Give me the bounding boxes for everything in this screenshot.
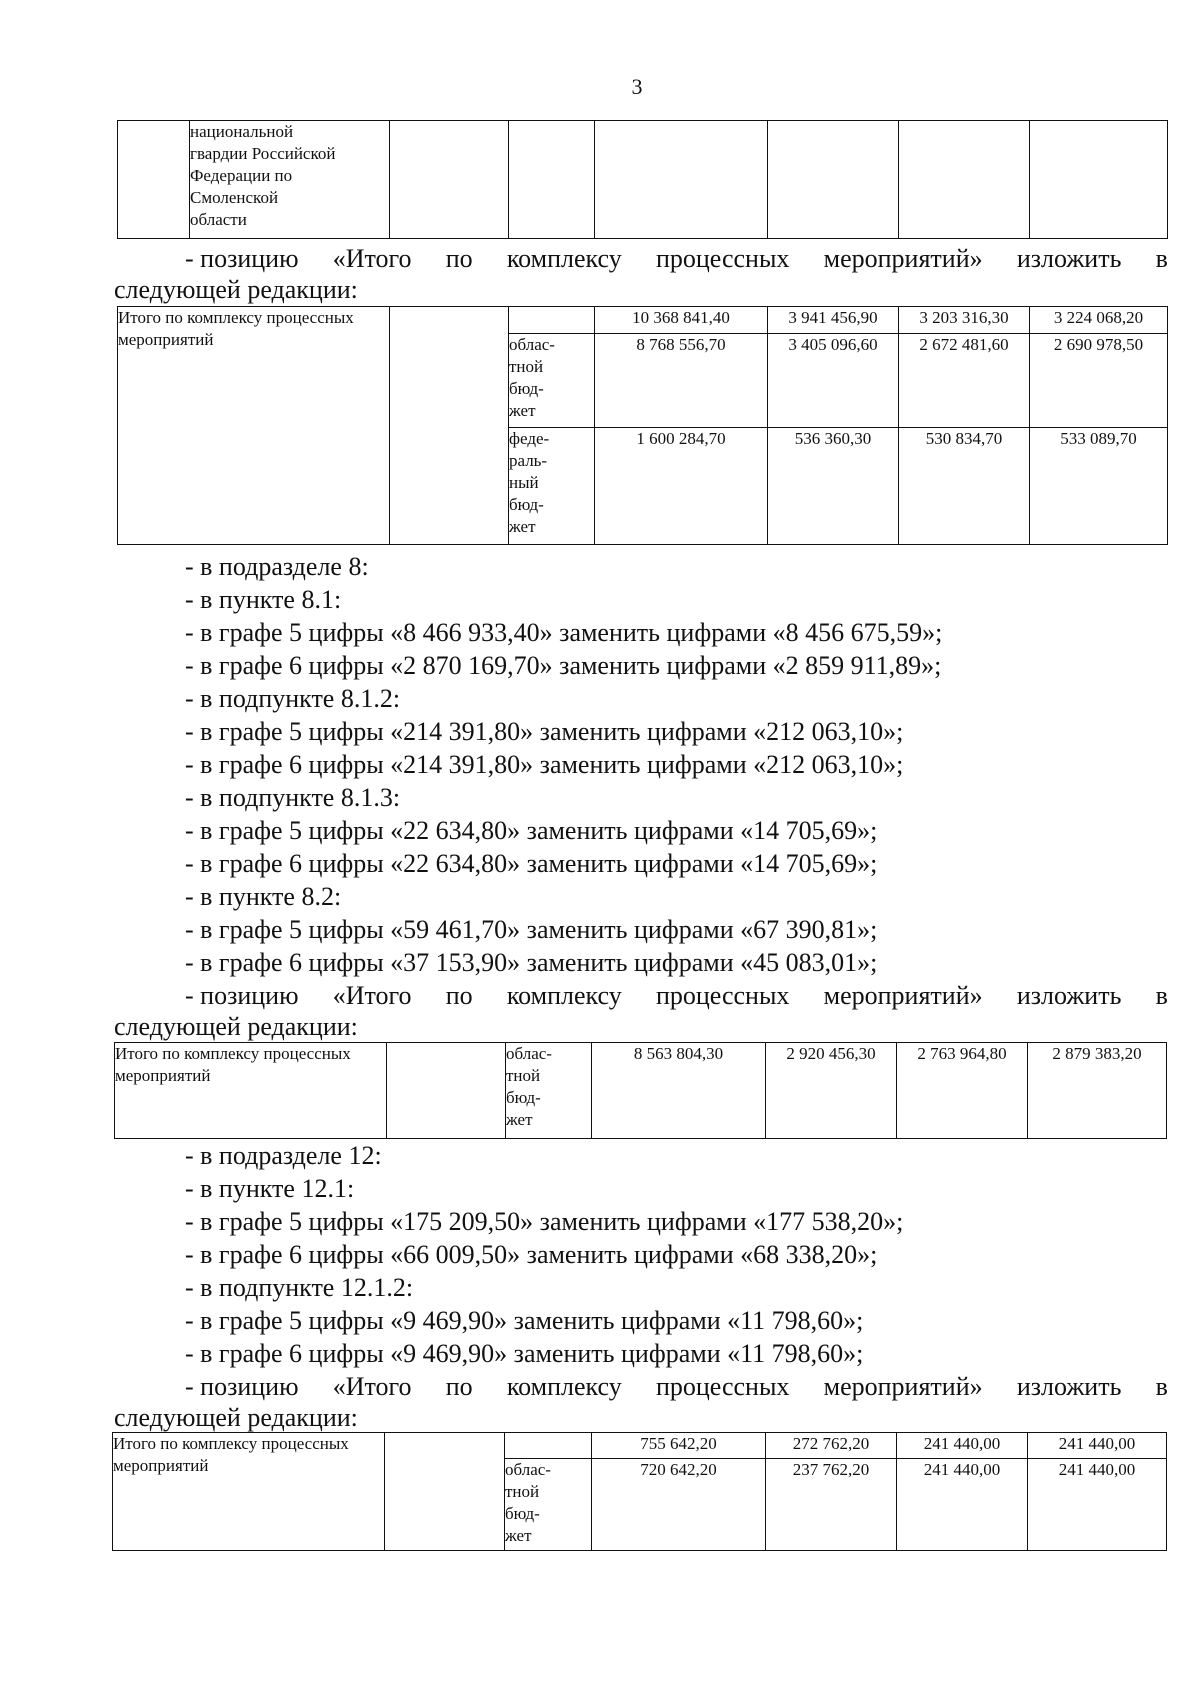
word: процессных [655, 244, 790, 273]
source-cell [509, 307, 595, 334]
source-cell [505, 1459, 592, 1551]
table-cell [390, 121, 509, 239]
source-cell [509, 334, 595, 428]
source-line: жет [509, 517, 536, 536]
executor-line: Федерации по [190, 166, 293, 185]
total-label: Итого по комплексу процессных мероприятий [118, 307, 390, 545]
value-cell: 8 563 804,30 [592, 1043, 766, 1139]
value-cell: 8 768 556,70 [595, 334, 768, 428]
value-cell: 272 762,20 [766, 1433, 897, 1459]
text-line: - в подпункте 12.1.2: [185, 1273, 414, 1302]
word: по [445, 1372, 473, 1401]
table-cell [595, 121, 768, 239]
word: процессных [655, 1372, 790, 1401]
total-table-3 [112, 1432, 1167, 1551]
source-line: бюд- [506, 1088, 541, 1107]
word: в [1155, 1372, 1168, 1401]
word: в [1155, 981, 1168, 1010]
value-cell: 720 642,20 [592, 1459, 766, 1551]
word: комплексу [506, 244, 622, 273]
text-line: - в графе 6 цифры «22 634,80» заменить цифрами «14 705,69»; [185, 849, 878, 878]
word: процессных [655, 981, 790, 1010]
source-line: бюд- [509, 379, 544, 398]
word: - позицию [185, 981, 299, 1010]
executor-line: Смоленской [190, 188, 279, 207]
text-line: - в пункте 12.1: [185, 1174, 355, 1203]
total-label: Итого по комплексу процессных мероприятий [113, 1433, 385, 1551]
word: мероприятий» [823, 244, 983, 273]
source-line: бюд- [505, 1504, 540, 1523]
executor-cell [190, 121, 390, 239]
source-cell [506, 1043, 592, 1139]
page-number: 3 [631, 74, 643, 99]
source-line: феде- [509, 429, 550, 448]
source-line: жет [505, 1526, 532, 1545]
value-cell: 3 941 456,90 [768, 307, 899, 334]
text-line: - в графе 5 цифры «22 634,80» заменить цифрами «14 705,69»; [185, 816, 878, 845]
value-cell: 536 360,30 [768, 428, 899, 545]
text-line: - в графе 6 цифры «9 469,90» заменить цифрами «11 798,60»; [185, 1339, 864, 1368]
table-cell [390, 307, 509, 545]
value-cell: 10 368 841,40 [595, 307, 768, 334]
value-cell: 755 642,20 [592, 1433, 766, 1459]
value-cell: 237 762,20 [766, 1459, 897, 1551]
paragraph-position-intro [185, 980, 1168, 1012]
text-line: - в графе 5 цифры «214 391,80» заменить цифрами «212 063,10»; [185, 717, 904, 746]
text-line: - в подпункте 8.1.3: [185, 783, 401, 812]
source-line: жет [509, 401, 536, 420]
value-cell: 2 920 456,30 [766, 1043, 897, 1139]
word: комплексу [506, 1372, 622, 1401]
word: изложить [1016, 1372, 1122, 1401]
text-line: - в графе 6 цифры «2 870 169,70» заменить цифрами «2 859 911,89»; [185, 651, 942, 680]
source-line: тной [505, 1482, 540, 1501]
source-line: раль- [509, 451, 548, 470]
word: «Итого [332, 1372, 412, 1401]
paragraph-position-continuation: следующей редакции: [114, 1403, 358, 1432]
value-cell: 241 440,00 [1028, 1433, 1167, 1459]
source-line: облас- [509, 335, 555, 354]
value-cell: 3 203 316,30 [899, 307, 1030, 334]
source-line: тной [509, 357, 544, 376]
value-cell: 1 600 284,70 [595, 428, 768, 545]
source-cell [505, 1433, 592, 1459]
total-label: Итого по комплексу процессных мероприятий [115, 1043, 387, 1139]
text-line: - в подразделе 8: [185, 552, 369, 581]
word: изложить [1016, 981, 1122, 1010]
text-line: - в графе 6 цифры «214 391,80» заменить цифрами «212 063,10»; [185, 750, 904, 779]
text-line: - в графе 6 цифры «66 009,50» заменить цифрами «68 338,20»; [185, 1240, 878, 1269]
word: мероприятий» [823, 1372, 983, 1401]
value-cell: 530 834,70 [899, 428, 1030, 545]
paragraph-position-intro [185, 243, 1168, 275]
word: по [445, 981, 473, 1010]
value-cell: 2 690 978,50 [1030, 334, 1168, 428]
word: - позицию [185, 1372, 299, 1401]
continuation-table [117, 120, 1168, 239]
table-cell [387, 1043, 506, 1139]
executor-line: национальной [190, 122, 294, 141]
word: «Итого [332, 244, 412, 273]
source-line: тной [506, 1066, 541, 1085]
executor-line: гвардии Российской [190, 144, 336, 163]
executor-line: области [190, 210, 247, 229]
source-line: бюд- [509, 495, 544, 514]
word: изложить [1016, 244, 1122, 273]
value-cell: 241 440,00 [1028, 1459, 1167, 1551]
total-table-2 [114, 1042, 1167, 1139]
word: - позицию [185, 244, 299, 273]
text-line: - в подпункте 8.1.2: [185, 684, 401, 713]
value-cell: 2 879 383,20 [1028, 1043, 1167, 1139]
value-cell: 2 763 964,80 [897, 1043, 1028, 1139]
word: мероприятий» [823, 981, 983, 1010]
table-cell [1030, 121, 1168, 239]
paragraph-position-continuation: следующей редакции: [114, 1012, 358, 1041]
value-cell: 2 672 481,60 [899, 334, 1030, 428]
source-line: облас- [505, 1460, 551, 1479]
word: по [445, 244, 473, 273]
value-cell: 3 224 068,20 [1030, 307, 1168, 334]
value-cell: 533 089,70 [1030, 428, 1168, 545]
text-line: - в графе 5 цифры «59 461,70» заменить цифрами «67 390,81»; [185, 915, 878, 944]
value-cell: 3 405 096,60 [768, 334, 899, 428]
text-line: - в пункте 8.2: [185, 882, 342, 911]
source-cell [509, 428, 595, 545]
text-line: - в пункте 8.1: [185, 585, 342, 614]
source-line: жет [506, 1110, 533, 1129]
word: комплексу [506, 981, 622, 1010]
table-cell [118, 121, 190, 239]
text-line: - в графе 5 цифры «9 469,90» заменить цифрами «11 798,60»; [185, 1306, 864, 1335]
table-cell [899, 121, 1030, 239]
word: в [1155, 244, 1168, 273]
value-cell: 241 440,00 [897, 1459, 1028, 1551]
word: «Итого [332, 981, 412, 1010]
source-line: облас- [506, 1044, 552, 1063]
paragraph-position-intro [185, 1371, 1168, 1403]
value-cell: 241 440,00 [897, 1433, 1028, 1459]
table-cell [385, 1433, 505, 1551]
text-line: - в подразделе 12: [185, 1141, 382, 1170]
source-line: ный [509, 473, 539, 492]
paragraph-position-continuation: следующей редакции: [114, 275, 358, 304]
text-line: - в графе 6 цифры «37 153,90» заменить цифрами «45 083,01»; [185, 948, 878, 977]
total-table-1 [117, 306, 1168, 545]
table-cell [768, 121, 899, 239]
text-line: - в графе 5 цифры «8 466 933,40» заменить цифрами «8 456 675,59»; [185, 618, 943, 647]
table-cell [509, 121, 595, 239]
text-line: - в графе 5 цифры «175 209,50» заменить цифрами «177 538,20»; [185, 1207, 904, 1236]
